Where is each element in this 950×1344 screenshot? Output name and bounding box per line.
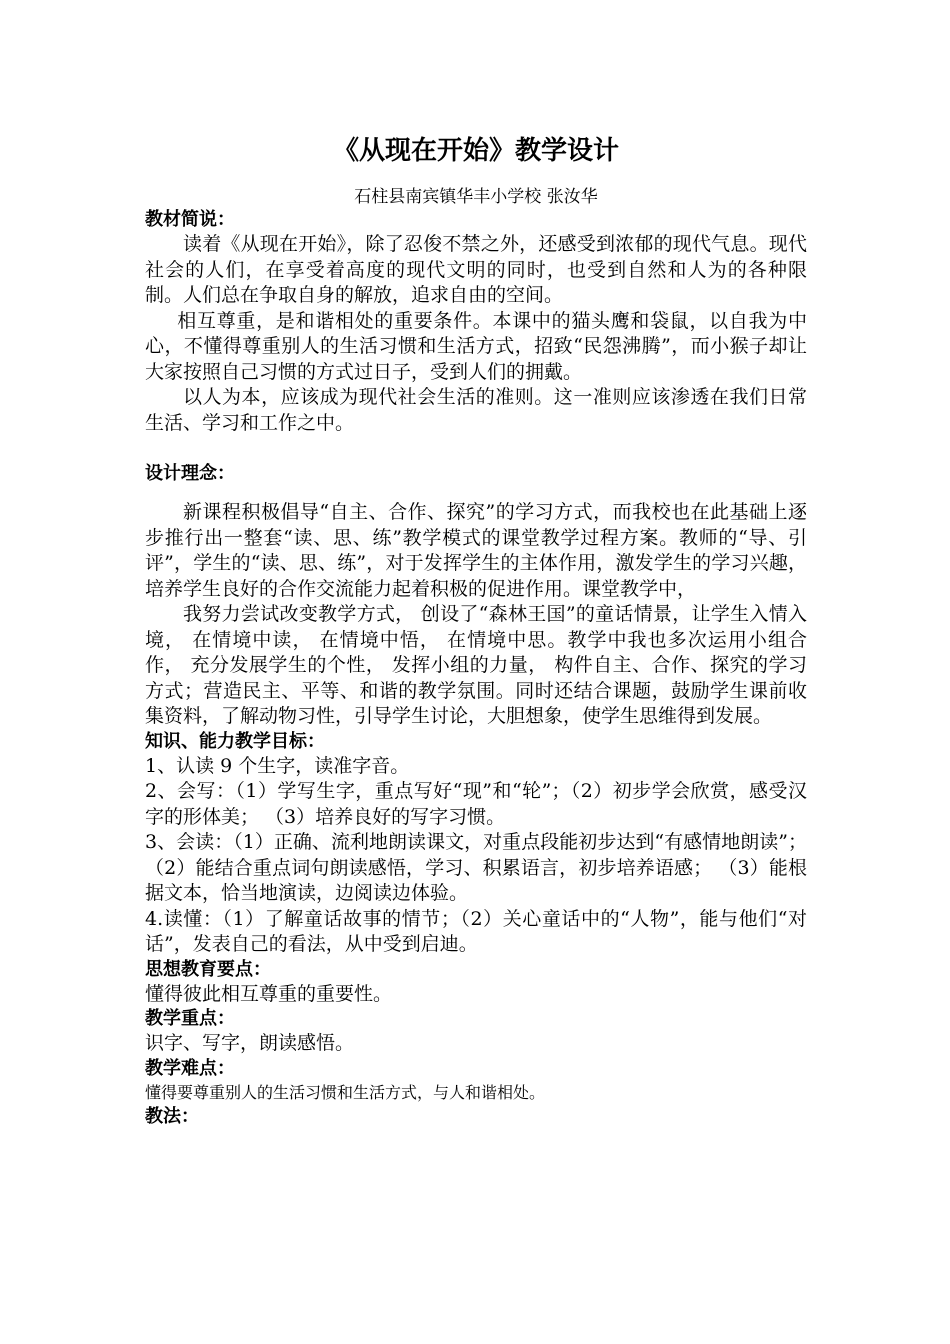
concept-paragraph-2: 我努力尝试改变教学方式， 创设了“森林王国”的童话情景，让学生入情入境， 在情境中读， 在情境中悟， 在情境中思。教学中我也多次运用小组合作， 充分发展学生的个性， 发挥小组的力量， 构件自主、合作、探究的学习方式；营造民主、平等、和谐的教学氛围。同时还结合课题，鼓励学生课前收集资料，了解动物习性，引导学生讨论，大胆想象，使学生思维得到发展。 [145, 603, 807, 727]
heading-difficulty: 教学难点： [145, 1057, 235, 1079]
material-paragraph-2: 相互尊重，是和谐相处的重要条件。本课中的猫头鹰和袋鼠，以自我为中心，不懂得尊重别人的生活习惯和生活方式，招致“民怨沸腾”，而小猴子却让大家按照自己习惯的方式过日子，受到人们的拥戴。 [145, 309, 807, 383]
material-paragraph-1: 读着《从现在开始》，除了忍俊不禁之外，还感受到浓郁的现代气息。现代社会的人们，在享受着高度的现代文明的同时，也受到自然和人为的各种限制。人们总在争取自身的解放，追求自由的空间。 [145, 233, 807, 306]
concept-paragraph-1: 新课程积极倡导“自主、合作、探究”的学习方式，而我校也在此基础上逐步推行出一整套“读、思、练”教学模式的课堂教学过程方案。教师的“导、引评”，学生的“读、思、练”，对于发挥学生的主体作用，激发学生的学习兴趣，培养学生良好的合作交流能力起着积极的促进作用。课堂教学中， [145, 501, 807, 600]
goal-item-2: 2、会写：（1）学写生字，重点写好“现”和“轮”；（2）初步学会欣赏，感受汉字的形体美； （3）培养良好的写字习惯。 [145, 780, 807, 828]
author-line: 石柱县南宾镇华丰小学校 张汝华 [354, 187, 598, 207]
spacer [145, 436, 807, 462]
heading-goals: 知识、能力教学目标： [145, 730, 325, 752]
difficulty-text: 懂得要尊重别人的生活习惯和生活方式，与人和谐相处。 [145, 1082, 546, 1102]
goal-item-1: 1、认读 9 个生字，读准字音。 [145, 754, 410, 777]
document-title: 《从现在开始》教学设计 [332, 136, 619, 166]
heading-concept: 设计理念： [145, 463, 235, 484]
heading-method: 教法： [145, 1105, 199, 1127]
spacer [145, 486, 807, 500]
moral-text: 懂得彼此相互尊重的重要性。 [145, 982, 393, 1005]
document-page [145, 134, 807, 1129]
heading-moral: 思想教育要点： [145, 958, 271, 980]
goal-item-4: 4.读懂：（1）了解童话故事的情节；（2）关心童话中的“人物”，能与他们“对话”，发表自己的看法，从中受到启迪。 [145, 907, 807, 955]
heading-focus: 教学重点： [145, 1008, 235, 1029]
goal-item-3: 3、会读：（1）正确、流利地朗读课文，对重点段能初步达到“有感情地朗读”；（2）能结合重点词句朗读感悟，学习、积累语言，初步培养语感； （3）能根据文本，恰当地演读，边阅读边体验。 [145, 831, 807, 904]
material-paragraph-3: 以人为本，应该成为现代社会生活的准则。这一准则应该渗透在我们日常生活、学习和工作之中。 [145, 386, 807, 434]
focus-text: 识字、写字，朗读感悟。 [145, 1032, 355, 1054]
heading-material: 教材简说： [145, 209, 235, 230]
